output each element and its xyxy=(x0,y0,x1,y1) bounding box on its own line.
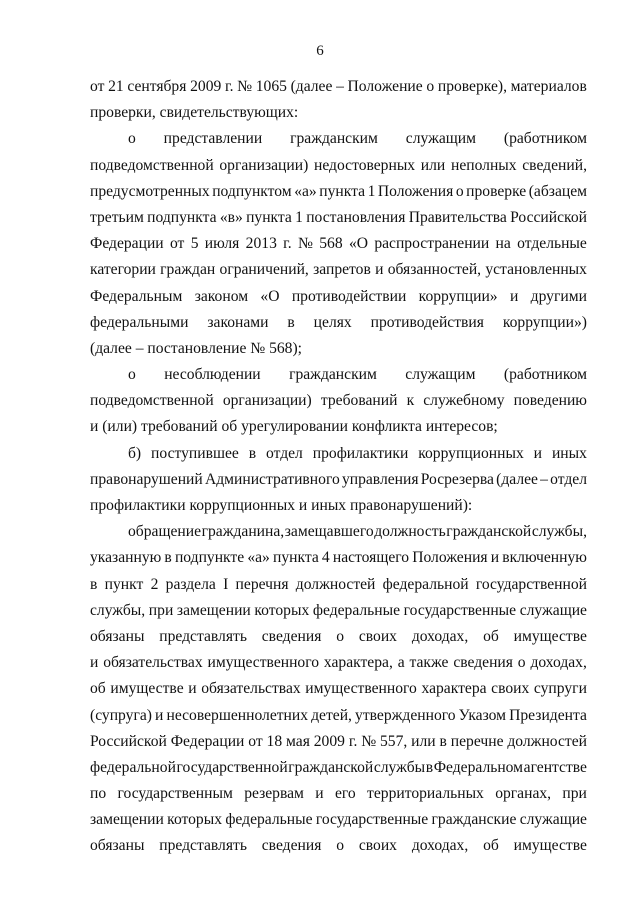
word: противодействии xyxy=(291,287,407,305)
word: в xyxy=(425,758,434,776)
word: сведения xyxy=(453,654,513,672)
word: ограничений, xyxy=(219,261,309,279)
word: в xyxy=(287,313,295,331)
word: – xyxy=(540,470,548,488)
word: Положения xyxy=(377,182,454,200)
word: резервам xyxy=(244,785,304,803)
word: (работником xyxy=(503,366,587,384)
word: Президента xyxy=(509,706,587,724)
word: на xyxy=(495,235,511,253)
word: «О xyxy=(260,287,280,305)
word: характера, xyxy=(323,654,393,672)
text-line xyxy=(90,572,587,598)
word: Положения xyxy=(412,549,488,567)
word: которых xyxy=(254,601,310,619)
word: и xyxy=(509,287,519,305)
word: своих xyxy=(491,680,530,698)
word: (далее xyxy=(496,470,538,488)
text-line xyxy=(90,624,587,650)
word: Российской xyxy=(510,208,587,226)
word: гражданским xyxy=(289,366,377,384)
word: замещавшего xyxy=(284,523,374,541)
word: служащие xyxy=(519,601,587,619)
word: поведению xyxy=(513,392,587,410)
word: к xyxy=(406,392,415,410)
word: органах, xyxy=(495,785,552,803)
word: – xyxy=(336,78,344,95)
word: организации) xyxy=(222,392,312,410)
word: отдельные xyxy=(517,235,587,253)
word: противодействия xyxy=(370,313,484,331)
word: 18 xyxy=(266,732,283,750)
word: обязательствах xyxy=(103,654,203,672)
word: несоблюдении xyxy=(164,366,261,384)
page-number: 6 xyxy=(316,43,324,59)
text-line xyxy=(90,807,587,833)
word: подпунктом xyxy=(212,182,292,200)
word: 1 xyxy=(367,182,376,200)
text-line xyxy=(90,74,587,100)
word: требований xyxy=(320,392,398,410)
word: правонарушений xyxy=(90,470,203,488)
word: подпункте xyxy=(174,549,245,567)
word: при xyxy=(148,601,174,619)
word: гражданским xyxy=(290,130,378,148)
word: или xyxy=(411,732,436,750)
word: подведомственной xyxy=(90,392,214,410)
word: «О xyxy=(348,235,368,253)
word: в xyxy=(90,575,98,593)
word: о xyxy=(517,654,526,672)
word: Федерации xyxy=(170,732,245,750)
word: и xyxy=(375,261,384,279)
word: также xyxy=(409,654,449,672)
word: перечня xyxy=(235,575,289,593)
word: государственной xyxy=(475,575,587,593)
word: 2013 xyxy=(245,235,277,253)
word: представлять xyxy=(159,837,247,855)
word: иных xyxy=(551,444,587,462)
word: № xyxy=(361,732,377,750)
word: недостоверных xyxy=(313,156,416,174)
word: Федеральном xyxy=(433,758,524,776)
text-line xyxy=(90,729,587,755)
word: 557, xyxy=(380,732,408,750)
word: при xyxy=(562,785,587,803)
word: должностей xyxy=(295,575,376,593)
word: представлении xyxy=(163,130,263,148)
word: супруги xyxy=(533,680,587,698)
word: установленных xyxy=(485,261,587,279)
word: Правительства xyxy=(408,208,507,226)
word: коррупции») xyxy=(502,313,587,331)
word: государственные xyxy=(315,811,429,829)
word: а xyxy=(397,654,405,672)
text-line xyxy=(90,205,587,231)
word: сведений, xyxy=(522,156,587,174)
word: и xyxy=(188,680,197,698)
word: отдел xyxy=(266,444,303,462)
word: имущественного xyxy=(207,654,320,672)
text-line xyxy=(90,703,587,729)
word: поступившее xyxy=(151,444,239,462)
word: о xyxy=(128,130,136,148)
word: несовершеннолетних xyxy=(166,706,309,724)
word: пункт xyxy=(104,575,144,593)
word: сентября xyxy=(127,78,187,95)
word: Административного xyxy=(204,470,340,488)
word: в xyxy=(439,732,447,750)
word: своих xyxy=(358,837,397,855)
word: и xyxy=(90,654,99,672)
word: служащим xyxy=(405,366,476,384)
word: перечне xyxy=(450,732,504,750)
word: территориальных xyxy=(367,785,484,803)
word: отдел xyxy=(550,470,587,488)
text-line xyxy=(90,388,587,414)
word: 5 xyxy=(190,235,199,253)
word: государственной xyxy=(176,758,288,776)
word: управления xyxy=(341,470,419,488)
word: федеральными xyxy=(90,313,189,331)
text-line: (далее – постановление № 568); xyxy=(90,339,302,357)
word: представлять xyxy=(159,627,247,645)
word: указанную xyxy=(90,549,162,567)
word: Федерации xyxy=(90,235,164,253)
word: замещении xyxy=(90,811,164,829)
word: о xyxy=(455,182,464,200)
word: организации) xyxy=(219,156,309,174)
word: (абзацем xyxy=(528,182,587,200)
word: г. xyxy=(348,732,358,750)
word: служебному xyxy=(423,392,505,410)
word: доходах, xyxy=(411,837,469,855)
word: о xyxy=(128,366,136,384)
word: замещении xyxy=(176,601,251,619)
text-line xyxy=(90,467,587,493)
word: Указом xyxy=(458,706,507,724)
text-line xyxy=(90,650,587,676)
word: распространении xyxy=(374,235,490,253)
word: третьим xyxy=(90,208,144,226)
word: пункта xyxy=(272,549,319,567)
word: о xyxy=(336,627,345,645)
word: от xyxy=(248,732,263,750)
word: имуществе xyxy=(513,627,587,645)
word: 1 xyxy=(295,208,303,226)
word: агентстве xyxy=(523,758,587,776)
word: подведомственной xyxy=(90,156,214,174)
word: служащим xyxy=(405,130,476,148)
word: № xyxy=(237,78,253,95)
word: Росрезерва xyxy=(420,470,494,488)
word: 1065 xyxy=(255,78,287,95)
word: № xyxy=(298,235,313,253)
word: пункта xyxy=(319,182,366,200)
word: г. xyxy=(224,78,234,95)
word: и xyxy=(533,444,543,462)
word: обязанностей, xyxy=(387,261,482,279)
text-line xyxy=(90,441,587,467)
word: имуществе xyxy=(110,680,184,698)
text-line xyxy=(90,833,587,859)
text-line: профилактики коррупционных и иных правонарушений): xyxy=(90,497,473,514)
text-line xyxy=(90,545,587,571)
word: коррупции» xyxy=(418,287,498,305)
word: от xyxy=(90,78,105,95)
word: обязаны xyxy=(90,627,145,645)
word: сведения xyxy=(261,837,322,855)
word: мая xyxy=(286,732,310,750)
word: о xyxy=(336,837,345,855)
word: 4 xyxy=(321,549,330,567)
word: «а» xyxy=(247,549,270,567)
word: федеральной xyxy=(90,758,176,776)
word: службы, xyxy=(531,523,587,541)
word: по xyxy=(90,785,107,803)
text-line xyxy=(90,153,587,179)
word: утвержденного xyxy=(355,706,456,724)
word: материалов xyxy=(510,78,587,95)
word: «а» xyxy=(294,182,317,200)
word: граждан xyxy=(160,261,216,279)
word: (работником xyxy=(503,130,587,148)
word: в xyxy=(164,549,172,567)
word: июля xyxy=(204,235,240,253)
word: государственным xyxy=(117,785,233,803)
word: имуществе xyxy=(513,837,587,855)
word: гражданской xyxy=(288,758,374,776)
text-line xyxy=(90,126,587,152)
word: гражданские xyxy=(431,811,517,829)
word: и xyxy=(315,785,324,803)
word: служащие xyxy=(519,811,587,829)
word: характера xyxy=(421,680,487,698)
document-body xyxy=(90,74,587,860)
word: коррупционных xyxy=(418,444,524,462)
word: (супруга) xyxy=(90,706,152,724)
word: 2009 xyxy=(313,732,345,750)
word: другими xyxy=(530,287,587,305)
word: раздела xyxy=(165,575,216,593)
word: и xyxy=(490,549,500,567)
word: включенную xyxy=(502,549,587,567)
text-line xyxy=(90,676,587,702)
word: гражданина, xyxy=(201,523,285,541)
word: его xyxy=(334,785,356,803)
word: службы, xyxy=(90,601,146,619)
text-line: и (или) требований об урегулировании конфликта интересов; xyxy=(90,418,498,436)
word: Положение xyxy=(347,78,423,95)
word: о xyxy=(426,78,435,95)
word: «в» xyxy=(219,208,243,226)
word: целях xyxy=(313,313,352,331)
word: должность xyxy=(374,523,446,541)
word: об xyxy=(483,837,499,855)
word: сведения xyxy=(261,627,322,645)
word: законами xyxy=(207,313,269,331)
word: 21 xyxy=(108,78,124,95)
word: проверке xyxy=(466,182,527,200)
text-line xyxy=(90,284,587,310)
word: г. xyxy=(283,235,292,253)
word: б) xyxy=(128,444,142,462)
word: I xyxy=(223,575,229,593)
word: Российской xyxy=(90,732,167,750)
word: Федеральным xyxy=(90,287,183,305)
text-line xyxy=(90,257,587,283)
word: доходах, xyxy=(530,654,587,672)
word: которых xyxy=(167,811,223,829)
word: об xyxy=(90,680,106,698)
word: федеральной xyxy=(382,575,469,593)
text-line xyxy=(90,310,587,336)
word: обращение xyxy=(128,523,201,541)
word: службы xyxy=(373,758,426,776)
word: запретов xyxy=(313,261,371,279)
text-line xyxy=(90,781,587,807)
word: категории xyxy=(90,261,156,279)
word: постановления xyxy=(306,208,406,226)
word: предусмотренных xyxy=(90,182,210,200)
text-line: проверки, свидетельствующих: xyxy=(90,104,299,122)
word: в xyxy=(248,444,257,462)
word: 2 xyxy=(150,575,159,593)
word: проверке), xyxy=(437,78,507,95)
text-line xyxy=(90,231,587,257)
text-line xyxy=(90,755,587,781)
word: настоящего xyxy=(332,549,410,567)
word: подпункта xyxy=(147,208,217,226)
word: пункта xyxy=(246,208,292,226)
word: обязаны xyxy=(90,837,145,855)
text-line xyxy=(90,179,587,205)
word: своих xyxy=(358,627,397,645)
word: от xyxy=(169,235,185,253)
word: и xyxy=(155,706,164,724)
word: об xyxy=(483,627,499,645)
word: 2009 xyxy=(190,78,222,95)
word: имущественного xyxy=(305,680,417,698)
word: или xyxy=(420,156,446,174)
text-line xyxy=(90,519,587,545)
word: федеральные xyxy=(225,811,313,829)
text-line xyxy=(90,598,587,624)
word: гражданской xyxy=(446,523,532,541)
word: детей, xyxy=(311,706,352,724)
word: 568 xyxy=(319,235,343,253)
word: федеральные xyxy=(312,601,401,619)
text-line xyxy=(90,362,587,388)
word: государственные xyxy=(403,601,517,619)
word: неполных xyxy=(450,156,517,174)
word: законом xyxy=(194,287,249,305)
word: обязательствах xyxy=(201,680,301,698)
word: (далее xyxy=(290,78,333,95)
word: доходах, xyxy=(411,627,469,645)
word: должностей xyxy=(507,732,587,750)
word: профилактики xyxy=(312,444,409,462)
